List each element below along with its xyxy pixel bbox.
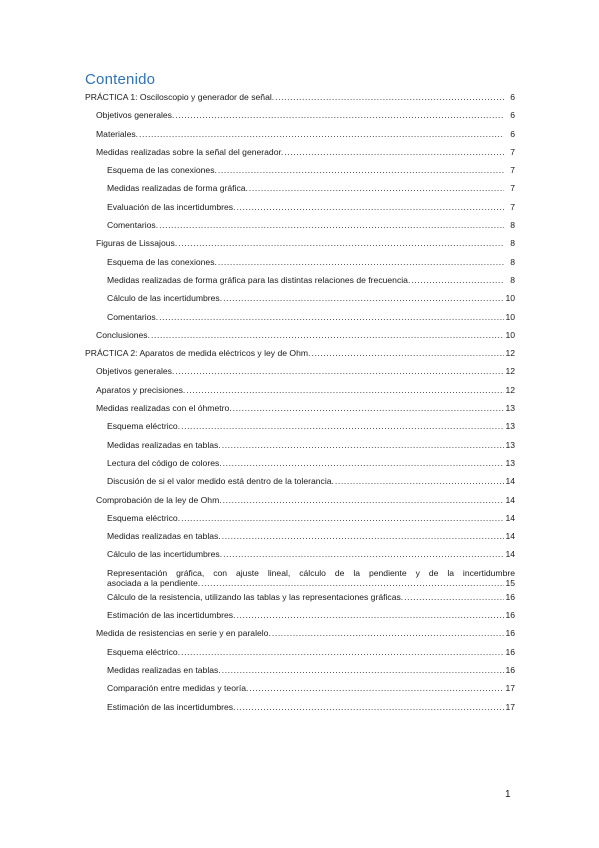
toc-entry[interactable]: [85, 592, 515, 610]
toc-entry-page: 16: [505, 664, 515, 675]
toc-entry[interactable]: [85, 257, 515, 275]
dot-leader: [222, 531, 504, 542]
toc-entry-text: Esquema eléctrico.: [107, 646, 181, 657]
toc-entry-text: Objetivos generales.: [96, 366, 175, 377]
dot-leader: [139, 129, 504, 140]
toc-entry-page: 8: [510, 274, 515, 285]
toc-entry-text: PRÁCTICA 2: Aparatos de medida eléctricos y ley de Ohm.: [85, 348, 311, 359]
toc-entry-text: Evaluación de las incertidumbres.: [107, 201, 236, 212]
toc-entry-page: 12: [505, 384, 515, 395]
dot-leader: [159, 312, 504, 323]
dot-leader: [181, 421, 504, 432]
dot-leader: [175, 110, 504, 121]
toc-entry-text: Cálculo de la resistencia, utilizando las tablas y las representaciones gráficas.: [107, 591, 404, 602]
dot-leader: [218, 257, 504, 268]
toc-entry-page: 13: [505, 439, 515, 450]
toc-entry-text: Cálculo de las incertidumbres.: [107, 293, 223, 304]
toc-entry[interactable]: [85, 549, 515, 567]
toc-entry-text-line2: asociada a la pendiente.: [107, 578, 201, 589]
toc-entry-text: Medidas realizadas de forma gráfica.: [107, 183, 248, 194]
toc-entry-page: 7: [510, 201, 515, 212]
toc-entry-page: 7: [510, 183, 515, 194]
toc-entry-page: 12: [505, 366, 515, 377]
dot-leader: [411, 275, 504, 286]
toc-entry-page: 14: [505, 512, 515, 523]
toc-entry[interactable]: [85, 165, 515, 183]
toc-entry-text: Medidas realizadas de forma gráfica para las distintas relaciones de frecuencia.: [107, 274, 411, 285]
toc-entry-text: Estimación de las incertidumbres.: [107, 701, 236, 712]
toc-entry-text: Comparación entre medidas y teoría.: [107, 683, 249, 694]
dot-leader: [223, 549, 504, 560]
toc-entry-page: 13: [505, 457, 515, 468]
dot-leader: [223, 293, 504, 304]
toc-entry[interactable]: [85, 610, 515, 628]
toc-entry-text: Medidas realizadas con el óhmetro.: [96, 403, 232, 414]
toc-entry[interactable]: [85, 275, 515, 293]
toc-entry[interactable]: [85, 220, 515, 238]
toc-entry-text: Medidas realizadas en tablas.: [107, 531, 221, 542]
dot-leader: [272, 628, 504, 639]
toc-entry-text: Medida de resistencias en serie y en paralelo.: [96, 628, 271, 639]
dot-leader: [186, 385, 504, 396]
toc-entry-page: 13: [505, 421, 515, 432]
toc-entry-page: 17: [505, 701, 515, 712]
toc-entry[interactable]: [85, 421, 515, 439]
toc-entry-text: Medidas realizadas en tablas.: [107, 439, 221, 450]
toc-entry-page: 7: [510, 146, 515, 157]
table-of-contents: [85, 92, 515, 720]
toc-entry-text: Esquema eléctrico.: [107, 421, 181, 432]
dot-leader: [233, 403, 504, 414]
toc-entry[interactable]: [85, 683, 515, 701]
toc-entry-page: 14: [505, 494, 515, 505]
toc-entry-page: 12: [505, 348, 515, 359]
toc-entry[interactable]: [85, 183, 515, 201]
toc-entry-text: Esquema de las conexiones.: [107, 256, 217, 267]
toc-entry-text: Medidas realizadas sobre la señal del generador.: [96, 146, 284, 157]
toc-entry-text: Esquema eléctrico.: [107, 512, 181, 523]
dot-leader: [236, 610, 504, 621]
dot-leader: [159, 220, 504, 231]
toc-entry-page: 6: [510, 92, 515, 102]
toc-entry-page: 13: [505, 403, 515, 414]
toc-entry[interactable]: [85, 110, 515, 128]
toc-title: Contenido: [85, 71, 156, 88]
toc-entry[interactable]: [85, 458, 515, 476]
toc-entry[interactable]: [85, 495, 515, 513]
toc-entry[interactable]: [85, 129, 515, 147]
toc-entry-page: 17: [505, 683, 515, 694]
page-number: 1: [505, 789, 511, 800]
toc-entry-text: Estimación de las incertidumbres.: [107, 610, 236, 621]
toc-entry[interactable]: [85, 628, 515, 646]
toc-entry[interactable]: [85, 293, 515, 311]
dot-leader: [223, 495, 504, 506]
dot-leader: [249, 183, 504, 194]
dot-leader: [222, 665, 504, 676]
toc-entry-text: Comentarios.: [107, 220, 159, 231]
toc-entry-page: 16: [505, 610, 515, 621]
dot-leader: [222, 440, 504, 451]
toc-entry-page: 7: [510, 165, 515, 176]
toc-entry-page: 16: [505, 646, 515, 657]
toc-entry[interactable]: [85, 568, 515, 592]
toc-entry-text: Lectura del código de colores.: [107, 457, 222, 468]
toc-entry[interactable]: [85, 92, 515, 110]
toc-entry-page: 8: [510, 220, 515, 231]
toc-entry[interactable]: [85, 476, 515, 494]
toc-entry-page: 15: [505, 578, 515, 589]
toc-entry-text: Comprobación de la ley de Ohm.: [96, 494, 222, 505]
dot-leader: [236, 702, 504, 713]
dot-leader: [175, 366, 504, 377]
dot-leader: [181, 513, 504, 524]
toc-entry[interactable]: [85, 647, 515, 665]
dot-leader: [218, 165, 504, 176]
toc-entry-page: 16: [505, 628, 515, 639]
dot-leader: [311, 348, 504, 359]
dot-leader: [335, 476, 504, 487]
toc-entry[interactable]: [85, 202, 515, 220]
toc-entry-text: Esquema de las conexiones.: [107, 165, 217, 176]
toc-entry[interactable]: [85, 312, 515, 330]
toc-entry-page: 10: [505, 293, 515, 304]
toc-entry-page: 14: [505, 531, 515, 542]
dot-leader: [275, 92, 504, 103]
toc-entry[interactable]: [85, 665, 515, 683]
dot-leader: [223, 458, 504, 469]
toc-entry[interactable]: [85, 366, 515, 384]
toc-entry-page: 10: [505, 329, 515, 340]
toc-entry-text: Medidas realizadas en tablas.: [107, 664, 221, 675]
toc-entry-page: 8: [510, 238, 515, 249]
toc-entry-text-line1: Representación gráfica, con ajuste lineal, cálculo de la pendiente y de la incertidumbre: [107, 567, 515, 578]
toc-entry-page: 6: [510, 110, 515, 121]
toc-entry-text: Objetivos generales.: [96, 110, 175, 121]
toc-entry-text: PRÁCTICA 1: Osciloscopio y generador de señal.: [85, 92, 275, 102]
toc-entry[interactable]: [85, 403, 515, 421]
dot-leader: [249, 683, 504, 694]
toc-entry-text: Materiales.: [96, 128, 139, 139]
toc-entry[interactable]: [85, 147, 515, 165]
dot-leader: [237, 202, 505, 213]
toc-entry-page: 10: [505, 311, 515, 322]
toc-entry-text: Cálculo de las incertidumbres.: [107, 549, 223, 560]
dot-leader: [404, 592, 504, 603]
toc-entry-page: 14: [505, 476, 515, 487]
toc-entry-text: Discusión de si el valor medido está dentro de la tolerancia.: [107, 476, 334, 487]
dot-leader: [151, 330, 504, 341]
toc-entry-text: Conclusiones.: [96, 329, 150, 340]
toc-entry-text: Figuras de Lissajous.: [96, 238, 178, 249]
toc-entry[interactable]: [85, 238, 515, 256]
toc-entry-page: 14: [505, 549, 515, 560]
toc-entry[interactable]: [85, 348, 515, 366]
toc-entry-text: Comentarios.: [107, 311, 159, 322]
toc-entry-page: 6: [510, 128, 515, 139]
dot-leader: [201, 578, 504, 589]
toc-entry[interactable]: [85, 330, 515, 348]
dot-leader: [284, 147, 504, 158]
toc-entry[interactable]: [85, 531, 515, 549]
toc-entry[interactable]: [85, 513, 515, 531]
toc-entry[interactable]: [85, 385, 515, 403]
toc-entry-page: 8: [510, 256, 515, 267]
toc-entry[interactable]: [85, 440, 515, 458]
toc-entry-text: Aparatos y precisiones.: [96, 384, 186, 395]
dot-leader: [178, 238, 504, 249]
toc-entry-page: 16: [505, 591, 515, 602]
toc-entry[interactable]: [85, 702, 515, 720]
dot-leader: [181, 647, 504, 658]
